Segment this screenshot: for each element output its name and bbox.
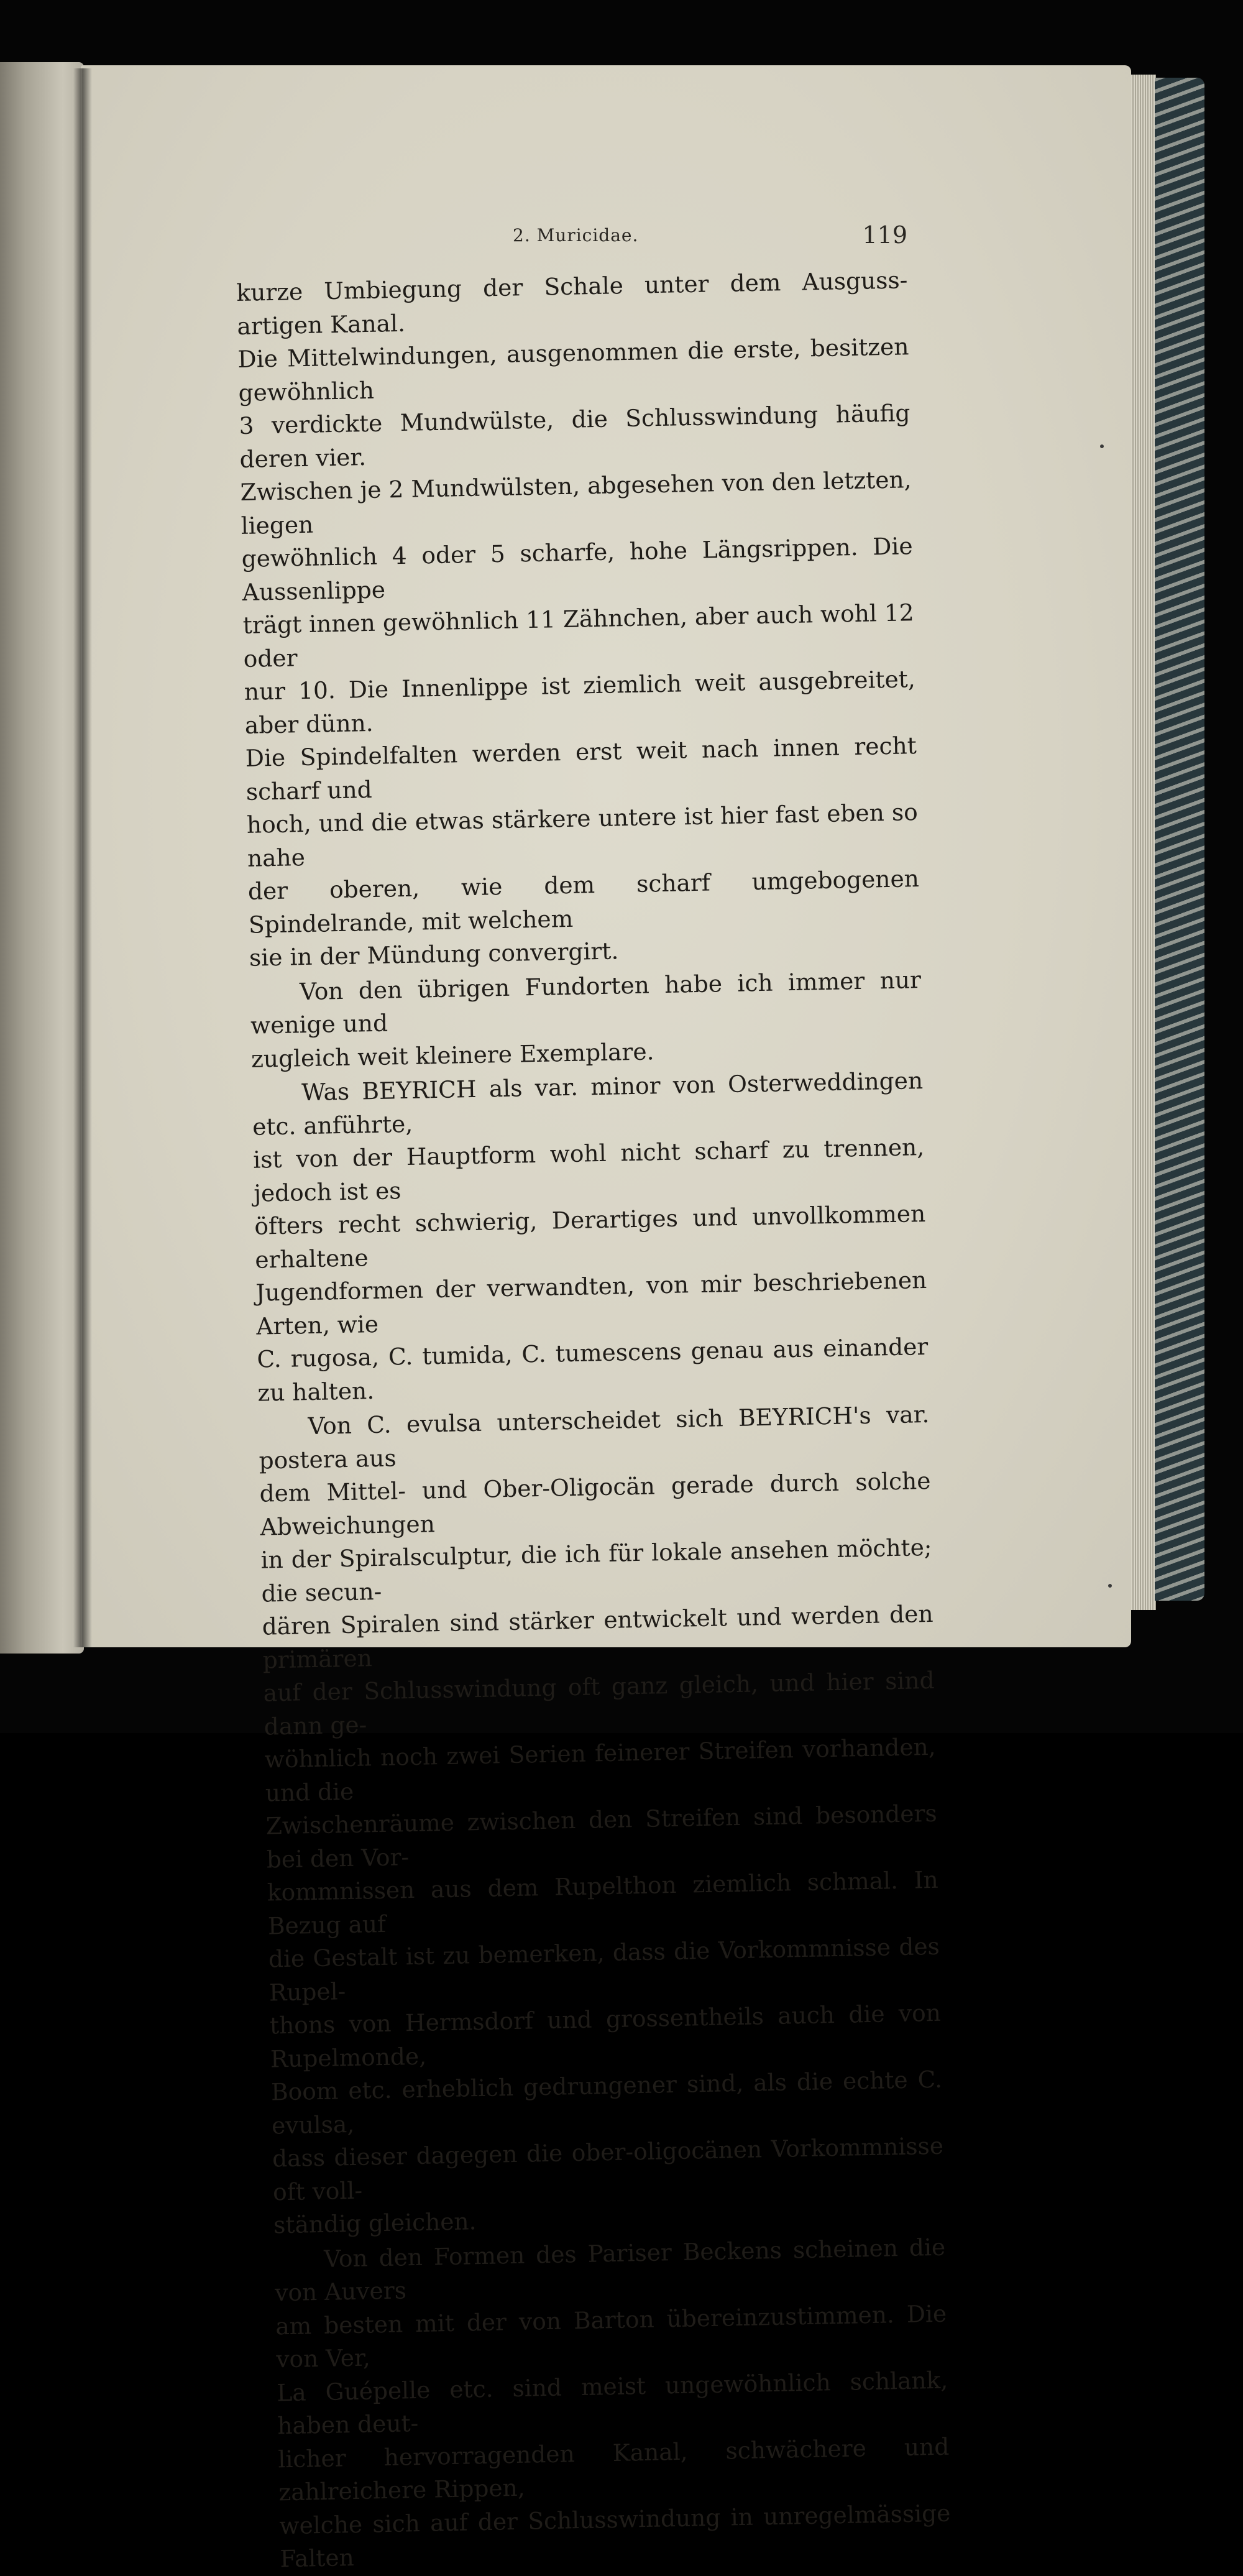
gutter-shadow <box>73 68 92 1647</box>
page-speck <box>1100 444 1104 448</box>
paragraph-5: Von den Formen des Pariser Beckens scheinen die von Auvers am besten mit der von Barton übereinzustimmen. Die von Ver, La Guépelle etc. sind meist ungewöhnlich schlank, haben deut- licher hervorragenden Kanal, schwächere und zahlreichere Rippen, welche sich auf der Schlusswindung in unregelmässige Falten <box>274 2233 951 2573</box>
page-number: 119 <box>862 221 907 249</box>
page-speck <box>1108 1584 1112 1588</box>
paragraph-1: kurze Umbiegung der Schale unter dem Ausguss-artigen Kanal. Die Mittelwindungen, ausgenommen die erste, besitzen gewöhnlich 3 verdickte Mundwülste, die Schlusswindung häufig deren vier. Zwischen je 2 Mundwülsten, abgesehen von den letzten, liegen gewöhnlich 4 oder 5 scharfe, hohe Längsrippen. Die Aussenlippe trägt innen gewöhnlich 11 Zähnchen, aber auch wohl 12 oder nur 10. Die Innenlippe ist ziemlich weit ausgebreitet, aber dünn. Die Spindelfalten werden erst weit nach innen recht scharf und hoch, und die etwas stärkere untere ist hier fast eben so nahe der oberen, wie dem scharf umgebogenen Spindelrande, mit welchem sie in der Mündung convergirt. <box>236 266 920 972</box>
marbled-cover <box>1155 78 1204 1601</box>
page-block-edge <box>1131 75 1156 1610</box>
body-text <box>236 264 952 2576</box>
paragraph-3: Was BEYRICH als var. minor von Osterweddingen etc. anführte, ist von der Hauptform wohl nicht scharf zu trennen, jedoch ist es öfters recht schwierig, Derartiges und unvollkommen erhaltene Jugendformen der verwandten, von mir beschriebenen Arten, wie C. rugosa, C. tumida, C. tumescens genau aus einander zu halten. <box>252 1067 929 1407</box>
paragraph-2: Von den übrigen Fundorten habe ich immer nur wenige und zugleich weit kleinere Exemplare. <box>250 965 922 1073</box>
running-head <box>236 221 907 256</box>
left-page-edge <box>0 62 84 1654</box>
paragraph-4: Von C. evulsa unterscheidet sich BEYRICH's var. postera aus dem Mittel- und Ober-Oligocän gerade durch solche Abweichungen in der Spiralsculptur, die ich für lokale ansehen möchte; die secun- dären Spiralen sind stärker entwickelt und werden den primären auf der Schlusswindung oft ganz gleich, und hier sind dann ge- wöhnlich noch zwei Serien feinerer Streifen vorhanden, und die Zwischenräume zwischen den Streifen sind besonders bei den Vor- kommnissen aus dem Rupelthon ziemlich schmal. In Bezug auf die Gestalt ist zu bemerken, dass die Vorkommnisse des Rupel- thons von Hermsdorf und grossentheils auch die von Rupelmonde, Boom etc. erheblich gedrungener sind, als die echte C. evulsa, dass dieser dagegen die ober-oligocänen Vorkommnisse oft voll- ständig gleichen. <box>259 1400 944 2239</box>
section-title: 2. Muricidae. <box>513 225 639 246</box>
